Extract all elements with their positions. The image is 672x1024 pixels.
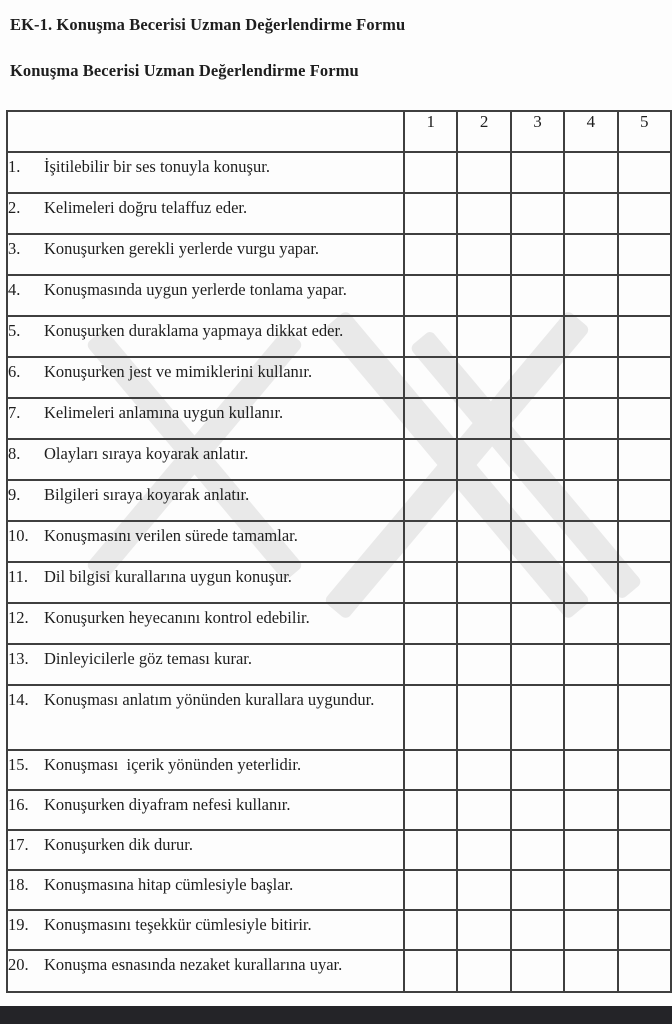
question-text: Konuşma esnasında nezaket kurallarına uyar.: [44, 955, 343, 974]
question-number: 12.: [8, 608, 29, 627]
question-text: Konuşmasını verilen sürede tamamlar.: [44, 526, 298, 545]
rating-cell-5: [618, 790, 671, 830]
rating-cell-3: [511, 398, 564, 439]
question-text: Konuşurken gerekli yerlerde vurgu yapar.: [44, 239, 320, 258]
question-number: 2.: [8, 198, 21, 217]
question-text: Konuşurken jest ve mimiklerini kullanır.: [44, 362, 313, 381]
rating-header-row: [7, 111, 671, 152]
rating-cell-1: [404, 644, 457, 685]
question-line: [8, 235, 403, 262]
question-line: [8, 604, 403, 631]
rating-cell-5: [618, 398, 671, 439]
rating-cell-2: [457, 685, 510, 750]
question-text: Konuşurken heyecanını kontrol edebilir.: [44, 608, 310, 627]
rating-cell-4: [564, 562, 617, 603]
question-row: [7, 790, 671, 830]
rating-cell-5: [618, 316, 671, 357]
question-row: [7, 480, 671, 521]
question-number: 16.: [8, 795, 29, 814]
rating-cell-2: [457, 603, 510, 644]
question-line: [8, 399, 403, 426]
rating-cell-1: [404, 316, 457, 357]
rating-cell-1: [404, 562, 457, 603]
question-number: 7.: [8, 403, 21, 422]
question-row: [7, 193, 671, 234]
question-number: 15.: [8, 755, 29, 774]
question-text: Konuşurken dik durur.: [44, 835, 193, 854]
rating-cell-5: [618, 234, 671, 275]
question-cell: [7, 275, 404, 316]
question-row: [7, 152, 671, 193]
question-text: Kelimeleri anlamına uygun kullanır.: [44, 403, 284, 422]
question-number: 19.: [8, 915, 29, 934]
rating-header-2: 2: [457, 111, 510, 152]
rating-cell-2: [457, 439, 510, 480]
question-line: [8, 317, 403, 344]
form-title: Konuşma Becerisi Uzman Değerlendirme Formu: [10, 61, 359, 80]
question-cell: [7, 480, 404, 521]
rating-cell-3: [511, 275, 564, 316]
question-number: 10.: [8, 526, 29, 545]
question-row: [7, 685, 671, 750]
rating-cell-1: [404, 193, 457, 234]
rating-header-1: 1: [404, 111, 457, 152]
question-cell: [7, 152, 404, 193]
rating-cell-2: [457, 830, 510, 870]
rating-cell-2: [457, 644, 510, 685]
rating-header-3: 3: [511, 111, 564, 152]
rating-cell-4: [564, 275, 617, 316]
criteria-header-cell: [7, 111, 404, 152]
question-text: Dil bilgisi kurallarına uygun konuşur.: [44, 567, 292, 586]
question-text: Olayları sıraya koyarak anlatır.: [44, 444, 249, 463]
rating-cell-1: [404, 480, 457, 521]
question-text: İşitilebilir bir ses tonuyla konuşur.: [44, 157, 270, 176]
rating-cell-2: [457, 357, 510, 398]
question-line: [8, 751, 403, 778]
question-row: [7, 830, 671, 870]
attachment-heading: EK-1. Konuşma Becerisi Uzman Değerlendirme Formu: [10, 15, 406, 34]
rating-cell-4: [564, 910, 617, 950]
rating-cell-3: [511, 870, 564, 910]
question-cell: [7, 685, 404, 750]
question-cell: [7, 357, 404, 398]
question-line: [8, 153, 403, 180]
rating-cell-1: [404, 910, 457, 950]
question-number: 13.: [8, 649, 29, 668]
question-text: Konuşurken diyafram nefesi kullanır.: [44, 795, 291, 814]
question-number: 4.: [8, 280, 21, 299]
question-row: [7, 870, 671, 910]
question-text: Konuşmasında uygun yerlerde tonlama yapar.: [44, 280, 347, 299]
question-line: [8, 791, 403, 818]
rating-cell-4: [564, 870, 617, 910]
rating-cell-3: [511, 316, 564, 357]
question-row: [7, 750, 671, 790]
rating-cell-1: [404, 439, 457, 480]
question-row: [7, 521, 671, 562]
question-text: Dinleyicilerle göz teması kurar.: [44, 649, 253, 668]
question-row: [7, 644, 671, 685]
rating-cell-1: [404, 950, 457, 992]
question-number: 11.: [8, 567, 29, 586]
rating-cell-4: [564, 398, 617, 439]
question-line: [8, 831, 403, 858]
rating-cell-2: [457, 950, 510, 992]
rating-cell-2: [457, 910, 510, 950]
question-line: [8, 440, 403, 467]
rating-cell-4: [564, 830, 617, 870]
rating-cell-2: [457, 480, 510, 521]
question-text: Kelimeleri doğru telaffuz eder.: [44, 198, 248, 217]
rating-cell-5: [618, 685, 671, 750]
question-number: 20.: [8, 955, 29, 974]
rating-header-4: 4: [564, 111, 617, 152]
rating-cell-1: [404, 152, 457, 193]
rating-cell-2: [457, 562, 510, 603]
rating-cell-3: [511, 562, 564, 603]
rating-cell-5: [618, 603, 671, 644]
question-line: [8, 686, 403, 713]
rating-cell-3: [511, 439, 564, 480]
question-cell: [7, 644, 404, 685]
rating-cell-2: [457, 316, 510, 357]
question-line: [8, 951, 403, 978]
rating-cell-5: [618, 357, 671, 398]
question-number: 8.: [8, 444, 21, 463]
question-text: Konuşması anlatım yönünden kurallara uygundur.: [44, 690, 375, 709]
rating-cell-5: [618, 439, 671, 480]
rating-cell-4: [564, 234, 617, 275]
evaluation-table: [6, 110, 672, 993]
rating-cell-5: [618, 750, 671, 790]
question-number: 1.: [8, 157, 21, 176]
rating-cell-5: [618, 562, 671, 603]
rating-cell-4: [564, 603, 617, 644]
question-cell: [7, 562, 404, 603]
rating-cell-5: [618, 950, 671, 992]
question-row: [7, 398, 671, 439]
question-number: 9.: [8, 485, 21, 504]
question-line: [8, 276, 403, 303]
question-text: Konuşurken duraklama yapmaya dikkat eder.: [44, 321, 344, 340]
rating-cell-2: [457, 193, 510, 234]
question-row: [7, 603, 671, 644]
question-row: [7, 950, 671, 992]
rating-cell-2: [457, 521, 510, 562]
question-text: Konuşması içerik yönünden yeterlidir.: [44, 755, 302, 774]
rating-cell-4: [564, 950, 617, 992]
question-number: 17.: [8, 835, 29, 854]
rating-cell-1: [404, 830, 457, 870]
rating-cell-4: [564, 152, 617, 193]
rating-cell-4: [564, 521, 617, 562]
question-row: [7, 910, 671, 950]
rating-cell-3: [511, 830, 564, 870]
rating-cell-4: [564, 193, 617, 234]
question-cell: [7, 521, 404, 562]
rating-cell-2: [457, 234, 510, 275]
rating-cell-2: [457, 750, 510, 790]
rating-cell-5: [618, 152, 671, 193]
rating-cell-1: [404, 685, 457, 750]
rating-cell-4: [564, 750, 617, 790]
question-row: [7, 439, 671, 480]
question-rows: [7, 152, 671, 992]
question-text: Konuşmasına hitap cümlesiyle başlar.: [44, 875, 294, 894]
rating-cell-4: [564, 439, 617, 480]
rating-cell-1: [404, 750, 457, 790]
question-row: [7, 562, 671, 603]
question-line: [8, 358, 403, 385]
question-row: [7, 234, 671, 275]
rating-cell-1: [404, 234, 457, 275]
rating-cell-5: [618, 910, 671, 950]
rating-cell-1: [404, 521, 457, 562]
rating-cell-4: [564, 685, 617, 750]
question-cell: [7, 830, 404, 870]
rating-cell-5: [618, 480, 671, 521]
rating-cell-2: [457, 790, 510, 830]
question-cell: [7, 950, 404, 992]
rating-cell-1: [404, 790, 457, 830]
rating-cell-3: [511, 193, 564, 234]
question-cell: [7, 603, 404, 644]
question-row: [7, 316, 671, 357]
rating-cell-3: [511, 910, 564, 950]
question-line: [8, 911, 403, 938]
rating-cell-1: [404, 357, 457, 398]
rating-cell-3: [511, 357, 564, 398]
rating-cell-5: [618, 830, 671, 870]
rating-cell-4: [564, 644, 617, 685]
rating-cell-5: [618, 521, 671, 562]
question-cell: [7, 234, 404, 275]
rating-cell-1: [404, 275, 457, 316]
rating-cell-3: [511, 950, 564, 992]
rating-cell-5: [618, 275, 671, 316]
rating-cell-5: [618, 193, 671, 234]
question-line: [8, 645, 403, 672]
question-text: Konuşmasını teşekkür cümlesiyle bitirir.: [44, 915, 312, 934]
question-row: [7, 357, 671, 398]
rating-cell-3: [511, 152, 564, 193]
question-number: 14.: [8, 690, 29, 709]
question-cell: [7, 870, 404, 910]
question-number: 3.: [8, 239, 21, 258]
rating-cell-1: [404, 870, 457, 910]
question-cell: [7, 439, 404, 480]
question-cell: [7, 910, 404, 950]
question-cell: [7, 398, 404, 439]
rating-cell-1: [404, 603, 457, 644]
rating-cell-3: [511, 685, 564, 750]
rating-cell-5: [618, 870, 671, 910]
rating-cell-1: [404, 398, 457, 439]
question-line: [8, 194, 403, 221]
bottom-bar: [0, 1006, 672, 1024]
rating-cell-2: [457, 870, 510, 910]
rating-cell-3: [511, 644, 564, 685]
rating-cell-4: [564, 480, 617, 521]
rating-cell-2: [457, 152, 510, 193]
rating-header-5: 5: [618, 111, 671, 152]
question-cell: [7, 750, 404, 790]
question-number: 5.: [8, 321, 21, 340]
question-line: [8, 563, 403, 590]
question-cell: [7, 790, 404, 830]
rating-cell-3: [511, 521, 564, 562]
rating-cell-3: [511, 480, 564, 521]
rating-cell-4: [564, 790, 617, 830]
rating-cell-3: [511, 750, 564, 790]
question-line: [8, 522, 403, 549]
rating-cell-4: [564, 316, 617, 357]
question-number: 18.: [8, 875, 29, 894]
rating-cell-4: [564, 357, 617, 398]
rating-cell-2: [457, 398, 510, 439]
rating-cell-5: [618, 644, 671, 685]
question-line: [8, 481, 403, 508]
question-row: [7, 275, 671, 316]
rating-cell-3: [511, 603, 564, 644]
rating-cell-2: [457, 275, 510, 316]
question-cell: [7, 193, 404, 234]
question-line: [8, 871, 403, 898]
question-cell: [7, 316, 404, 357]
rating-cell-3: [511, 234, 564, 275]
question-number: 6.: [8, 362, 21, 381]
question-text: Bilgileri sıraya koyarak anlatır.: [44, 485, 250, 504]
rating-cell-3: [511, 790, 564, 830]
